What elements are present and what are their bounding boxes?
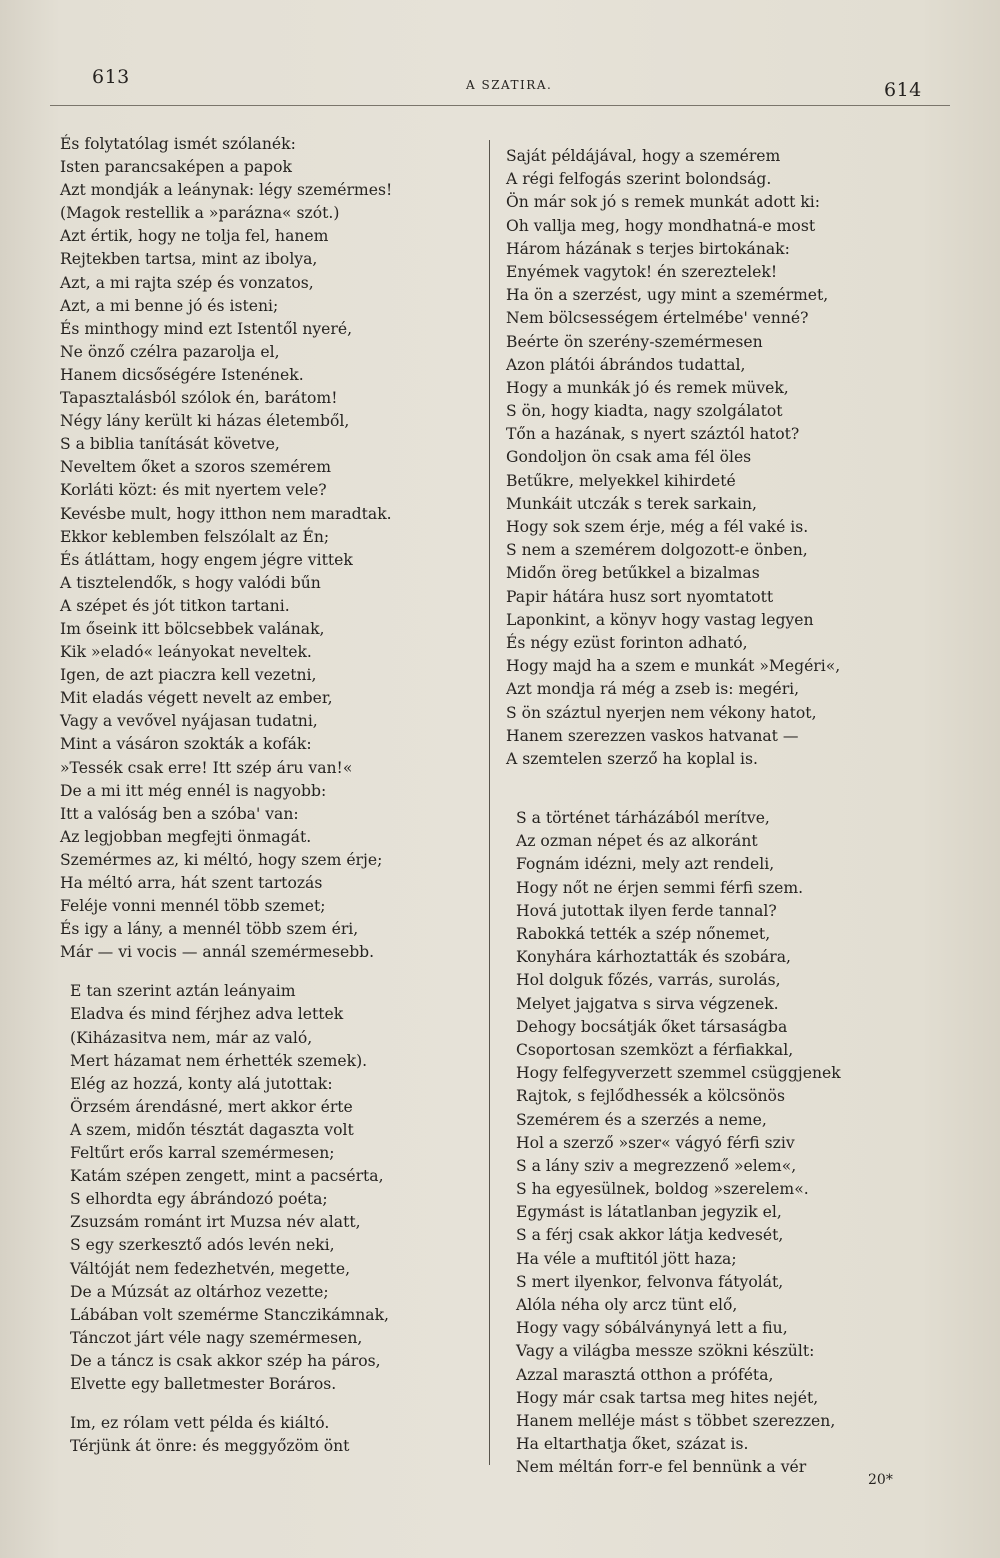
verse-line: Munkáit utczák s terek sarkain, — [506, 494, 757, 513]
verse-line: Im, ez rólam vett példa és kiáltó. — [70, 1414, 330, 1433]
verse-line: Azzal marasztá otthon a próféta, — [516, 1365, 774, 1384]
verse-line: Térjünk át önre: és meggyőzöm önt — [70, 1437, 350, 1456]
verse-line: Hogy vagy sóbálványnyá lett a fiu, — [516, 1319, 788, 1338]
header-rule — [50, 105, 950, 106]
verse-line: Tánczot járt véle nagy szemérmesen, — [70, 1328, 363, 1347]
verse-line: Hanem dicsőségére Istenének. — [60, 365, 304, 384]
right-stanza-1 — [506, 145, 926, 771]
verse-line: Korláti közt: és mit nyertem vele? — [60, 481, 327, 500]
left-stanza-3 — [60, 1412, 480, 1458]
verse-line: Ha méltó arra, hát szent tartozás — [60, 874, 323, 892]
verse-line: E tan szerint aztán leányaim — [70, 982, 296, 1001]
left-stanza-2 — [60, 980, 480, 1396]
verse-line: Hogy nőt ne érjen semmi férfi szem. — [516, 878, 804, 897]
signature-mark: 20* — [868, 1472, 893, 1488]
verse-line: Midőn öreg betűkkel a bizalmas — [506, 564, 760, 583]
verse-line: Feltűrt erős karral szemérmesen; — [70, 1144, 335, 1163]
verse-line: A szem, midőn tésztát dagaszta volt — [70, 1120, 354, 1139]
verse-line: Dehogy bocsátják őket társaságba — [516, 1017, 788, 1036]
verse-line: Az legjobban megfejti önmagát. — [60, 827, 312, 846]
left-column — [60, 133, 480, 1458]
verse-line: De a Múzsát az oltárhoz vezette; — [70, 1282, 329, 1301]
verse-line: Feléje vonni mennél több szemet; — [60, 897, 326, 916]
verse-line: Szemérem és a szerzés a neme, — [516, 1110, 767, 1129]
verse-line: Az ozman népet és az alkoránt — [516, 832, 758, 851]
verse-line: Azt, a mi rajta szép és vonzatos, — [60, 273, 314, 292]
verse-line: Azt, a mi benne jó és isteni; — [60, 296, 279, 315]
verse-line: Három házának s terjes birtokának: — [506, 239, 790, 258]
verse-line: Ha véle a muftitól jött haza; — [516, 1249, 737, 1268]
verse-line: Rabokká tették a szép nőnemet, — [516, 925, 771, 943]
verse-line: (Kiházasitva nem, már az való, — [70, 1028, 313, 1047]
verse-line: A szépet és jót titkon tartani. — [60, 596, 290, 615]
verse-line: S ön száztul nyerjen nem vékony hatot, — [506, 703, 817, 722]
column-divider — [489, 140, 490, 1465]
verse-line: És minthogy mind ezt Istentől nyeré, — [60, 319, 353, 338]
verse-line: Hogy felfegyverzett szemmel csüggjenek — [516, 1064, 841, 1083]
verse-line: Isten parancsaképen a papok — [60, 158, 293, 177]
verse-line: Ekkor keblemben felszólalt az Én; — [60, 527, 330, 546]
verse-line: Örzsém árendásné, mert akkor érte — [70, 1097, 353, 1116]
verse-line: Melyet jajgatva s sirva végzenek. — [516, 994, 779, 1013]
verse-line: Eladva és mind férjhez adva lettek — [70, 1005, 344, 1024]
verse-line: Hogy majd ha a szem e munkát »Megéri«, — [506, 657, 841, 676]
verse-line: Saját példájával, hogy a szemérem — [506, 147, 781, 165]
verse-line: Betűkre, melyekkel kihirdeté — [506, 471, 736, 490]
verse-line: Mit eladás végett nevelt az ember, — [60, 689, 333, 708]
verse-line: S nem a szemérem dolgozott-e önben, — [506, 541, 808, 560]
verse-line: S egy szerkesztő adós levén neki, — [70, 1236, 335, 1255]
verse-line: Hanem melléje mást s többet szerezzen, — [516, 1411, 836, 1430]
verse-line: És átláttam, hogy engem jégre vittek — [60, 550, 353, 569]
verse-line: Konyhára kárhoztatták és szobára, — [516, 948, 791, 967]
verse-line: Mint a vásáron szokták a kofák: — [60, 735, 312, 754]
verse-line: Kik »eladó« leányokat neveltek. — [60, 643, 312, 662]
verse-line: (Magok restellik a »parázna« szót.) — [60, 204, 340, 223]
verse-line: »Tessék csak erre! Itt szép áru van!« — [60, 758, 353, 777]
verse-line: Hogy már csak tartsa meg hites nejét, — [516, 1388, 819, 1407]
verse-line: De a mi itt még ennél is nagyobb: — [60, 781, 327, 800]
verse-line: Elég az hozzá, konty alá jutottak: — [70, 1074, 333, 1093]
verse-line: Hogy a munkák jó és remek müvek, — [506, 378, 789, 397]
running-title: A SZATIRA. — [466, 78, 553, 92]
verse-line: Egymást is látatlanban jegyzik el, — [516, 1203, 782, 1222]
verse-line: Azt értik, hogy ne tolja fel, hanem — [60, 227, 329, 246]
verse-line: S a biblia tanítását követve, — [60, 435, 280, 454]
verse-line: S ha egyesülnek, boldog »szerelem«. — [516, 1180, 809, 1199]
verse-line: Tőn a hazának, s nyert száztól hatot? — [506, 425, 800, 444]
verse-line: Ha ön a szerzést, ugy mint a szemérmet, — [506, 286, 829, 305]
verse-line: De a táncz is csak akkor szép ha páros, — [70, 1351, 381, 1370]
verse-line: Oh vallja meg, hogy mondhatná-e most — [506, 216, 816, 235]
verse-line: Azon plátói ábrándos tudattal, — [506, 355, 746, 374]
verse-line: S a történet tárházából merítve, — [516, 809, 770, 828]
verse-line: Kevésbe mult, hogy itthon nem maradtak. — [60, 504, 392, 523]
page-number-right: 614 — [884, 79, 922, 101]
verse-line: S mert ilyenkor, felvonva fátyolát, — [516, 1272, 784, 1291]
verse-line: S a férj csak akkor látja kedvesét, — [516, 1226, 784, 1245]
verse-line: Nem bölcsességem értelmébe' venné? — [506, 309, 809, 328]
verse-line: S a lány sziv a megrezzenő »elem«, — [516, 1156, 797, 1175]
verse-line: Katám szépen zengett, mint a pacsérta, — [70, 1167, 384, 1186]
verse-line: S ön, hogy kiadta, nagy szolgálatot — [506, 402, 783, 421]
verse-line: Hová jutottak ilyen ferde tannal? — [516, 901, 777, 920]
verse-line: A szemtelen szerző ha koplal is. — [506, 749, 758, 768]
verse-line: És négy ezüst forinton adható, — [506, 633, 748, 652]
verse-line: Papir hátára husz sort nyomtatott — [506, 587, 774, 606]
verse-line: Rejtekben tartsa, mint az ibolya, — [60, 250, 318, 269]
verse-line: S elhordta egy ábrándozó poéta; — [70, 1190, 328, 1209]
verse-line: Azt mondja rá még a zseb is: megéri, — [506, 680, 800, 699]
running-header — [0, 0, 1000, 120]
verse-line: Igen, de azt piaczra kell vezetni, — [60, 666, 317, 685]
verse-line: Fognám idézni, mely azt rendeli, — [516, 855, 775, 874]
verse-line: Négy lány került ki házas életemből, — [60, 412, 350, 431]
verse-line: Hol a szerző »szer« vágyó férfi sziv — [516, 1133, 795, 1152]
verse-line: Im őseink itt bölcsebbek valának, — [60, 619, 325, 638]
verse-line: Itt a valóság ben a szóba' van: — [60, 804, 299, 823]
verse-line: A régi felfogás szerint bolondság. — [506, 170, 772, 189]
verse-line: Vagy a vevővel nyájasan tudatni, — [60, 712, 318, 731]
verse-line: Azt mondják a leánynak: légy szemérmes! — [60, 181, 393, 200]
verse-line: A tisztelendők, s hogy valódi bűn — [60, 573, 321, 592]
verse-line: Már — vi vocis — annál szemérmesebb. — [60, 943, 375, 962]
verse-line: Lábában volt szemérme Stanczikámnak, — [70, 1305, 390, 1324]
verse-line: Csoportosan szemközt a férfiakkal, — [516, 1040, 794, 1059]
verse-line: Zsuzsám románt irt Muzsa név alatt, — [70, 1213, 361, 1232]
verse-line: Gondoljon ön csak ama fél öles — [506, 448, 752, 467]
verse-line: Hanem szerezzen vaskos hatvanat — — [506, 726, 799, 745]
verse-line: Elvette egy balletmester Boráros. — [70, 1374, 337, 1393]
verse-line: Neveltem őket a szoros szemérem — [60, 458, 332, 477]
verse-line: Laponkint, a könyv hogy vastag legyen — [506, 610, 814, 629]
verse-line: Ön már sok jó s remek munkát adott ki: — [506, 193, 821, 212]
verse-line: Hogy sok szem érje, még a fél vaké is. — [506, 518, 809, 536]
right-column — [506, 145, 926, 1480]
verse-line: Rajtok, s fejlődhessék a kölcsönös — [516, 1087, 785, 1106]
verse-line: Tapasztalásból szólok én, barátom! — [60, 389, 338, 408]
verse-line: És folytatólag ismét szólanék: — [60, 135, 296, 153]
page-number-left: 613 — [92, 66, 130, 88]
verse-line: Enyémek vagytok! én szereztelek! — [506, 262, 778, 281]
verse-line: És igy a lány, a mennél több szem éri, — [60, 920, 359, 939]
verse-line: Nem méltán forr-e fel bennünk a vér — [516, 1458, 807, 1477]
verse-line: Szemérmes az, ki méltó, hogy szem érje; — [60, 850, 383, 869]
verse-line: Beérte ön szerény-szemérmesen — [506, 332, 763, 351]
right-stanza-2 — [506, 807, 926, 1479]
verse-line: Vagy a világba messze szökni készült: — [516, 1342, 815, 1361]
verse-line: Hol dolguk főzés, varrás, surolás, — [516, 971, 781, 990]
verse-line: Mert házamat nem érhették szemek). — [70, 1051, 368, 1070]
verse-line: Alóla néha oly arcz tünt elő, — [516, 1296, 738, 1314]
verse-line: Váltóját nem fedezhetvén, megette, — [70, 1259, 351, 1278]
verse-line: Ne önző czélra pazarolja el, — [60, 342, 280, 361]
left-stanza-1 — [60, 133, 480, 964]
verse-line: Ha eltarthatja őket, százat is. — [516, 1435, 749, 1454]
